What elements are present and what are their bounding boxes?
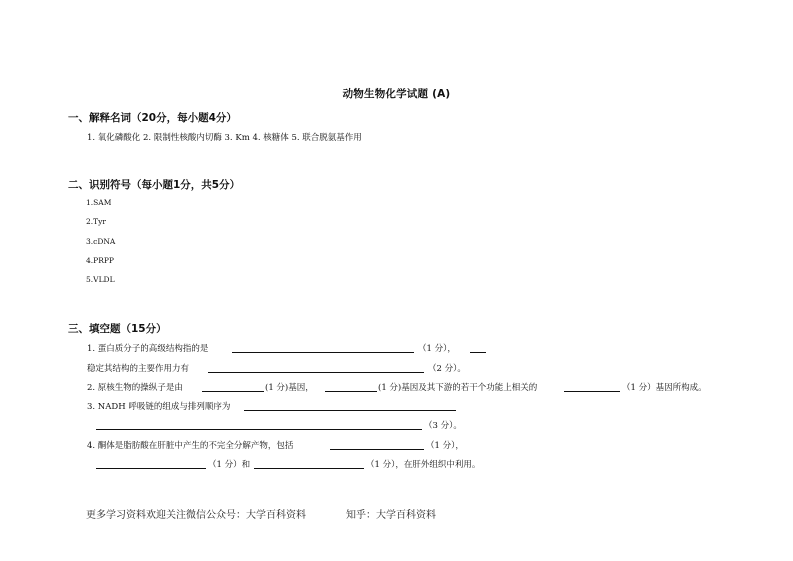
terms-list: 1. 氧化磷酸化 2. 限制性核酸内切酶 3. Km 4. 核糖体 5. 联合脱氨基作用 — [87, 133, 362, 143]
q2-text-2: (1 分)基因， — [265, 383, 314, 393]
symbol-item: 3.cDNA — [86, 237, 116, 246]
section-heading-terms: 一、解释名词（20分，每小题4分） — [68, 112, 237, 124]
q3-line1-text: 3. NADH 呼吸链的组成与排列顺序为 — [87, 402, 231, 412]
q1-line2-text: 稳定其结构的主要作用力有 — [87, 364, 190, 374]
q2-blank-1[interactable] — [202, 391, 264, 392]
section-heading-symbols: 二、识别符号（每小题1分，共5分） — [68, 179, 241, 191]
q3-line2-score: （3 分）。 — [424, 421, 462, 431]
q2-text-1: 2. 原核生物的操纵子是由 — [87, 383, 183, 393]
q4-line2-score-1: （1 分）和 — [208, 460, 251, 470]
q4-line1-text: 4. 酮体是脂肪酸在肝脏中产生的不完全分解产物，包括 — [87, 441, 294, 451]
q3-blank-2[interactable] — [96, 429, 422, 430]
q1-line2-score: （2 分）。 — [428, 364, 466, 374]
q3-blank-1[interactable] — [244, 410, 456, 411]
section-heading-fill-in: 三、填空题（15分） — [68, 323, 167, 335]
symbol-item: 1.SAM — [86, 198, 112, 207]
q1-line1-text: 1. 蛋白质分子的高级结构指的是 — [87, 344, 209, 354]
symbol-item: 2.Tyr — [86, 217, 106, 226]
q1-blank-extra[interactable] — [470, 352, 486, 353]
footer-wechat: 更多学习资料欢迎关注微信公众号：大学百科资料 — [86, 510, 306, 521]
q4-blank-3[interactable] — [254, 468, 364, 469]
q4-blank-1[interactable] — [330, 449, 424, 450]
q4-line1-score: （1 分）， — [426, 441, 464, 451]
q2-blank-2[interactable] — [325, 391, 377, 392]
q1-blank-2[interactable] — [208, 372, 424, 373]
q1-blank-1[interactable] — [232, 352, 414, 353]
q4-blank-2[interactable] — [96, 468, 206, 469]
q2-text-3: (1 分)基因及其下游的若干个功能上相关的 — [378, 383, 538, 393]
footer-zhihu: 知乎：大学百科资料 — [346, 510, 436, 521]
page-title: 动物生物化学试题 (A) — [342, 88, 451, 100]
q4-line2-score-2: （1 分），在肝外组织中利用。 — [366, 460, 481, 470]
symbol-item: 5.VLDL — [86, 275, 115, 284]
symbol-item: 4.PRPP — [86, 256, 114, 265]
q1-line1-score: （1 分）， — [418, 344, 456, 354]
q2-blank-3[interactable] — [564, 391, 620, 392]
q2-text-4: （1 分）基因所构成。 — [622, 383, 707, 393]
